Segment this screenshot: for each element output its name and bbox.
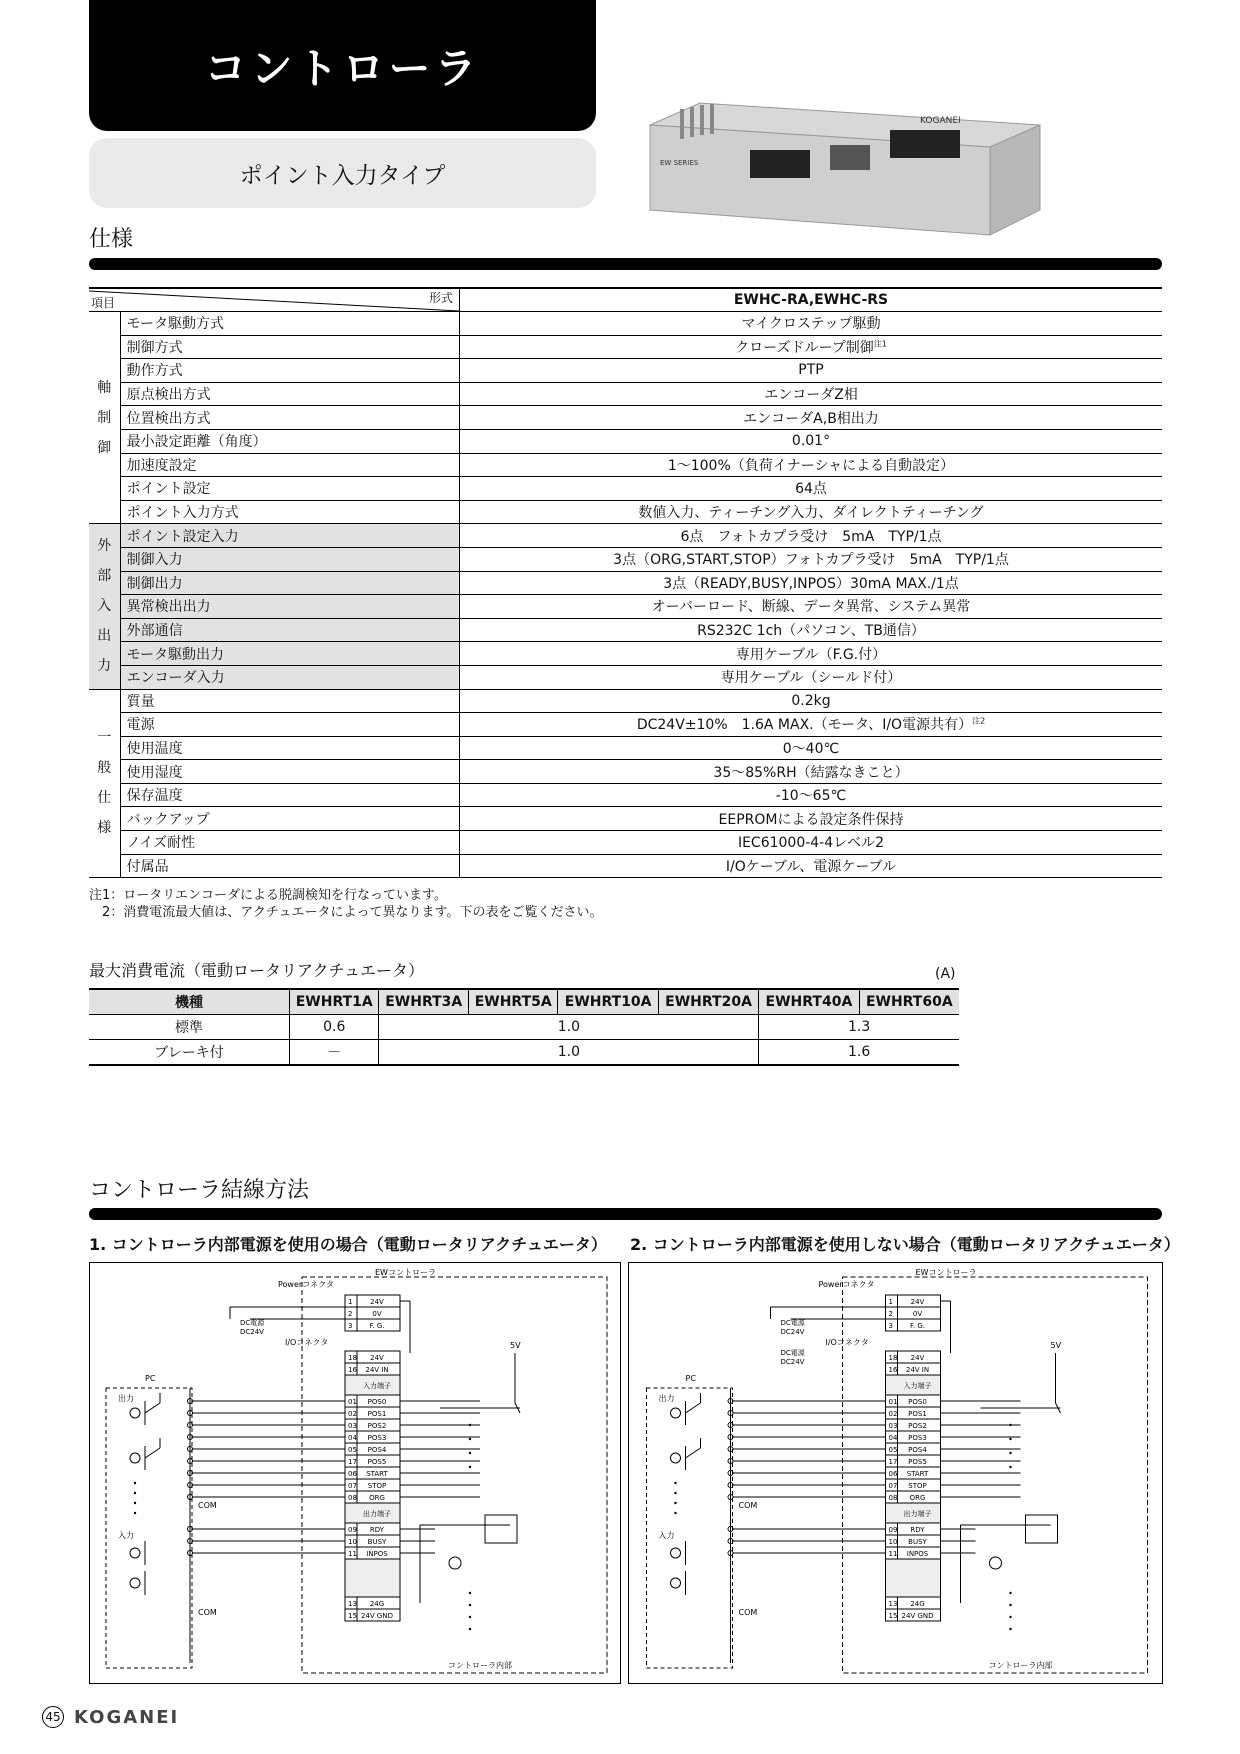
spec-value [460, 807, 1163, 831]
pin-number: 16 [348, 1366, 357, 1374]
spec-row [89, 571, 1162, 595]
spec-value [460, 689, 1163, 713]
ellipsis-dot [469, 1424, 471, 1426]
cur-h-6: EWHRT40A [759, 989, 859, 1015]
page-title: コントローラ [89, 0, 596, 131]
spec-item: モータ駆動方式 [120, 312, 459, 336]
spec-row [89, 689, 1162, 713]
pin-number: 1 [888, 1298, 893, 1306]
wire-line [145, 1448, 160, 1458]
pin-number: 03 [888, 1422, 898, 1430]
pin-number: 06 [348, 1470, 357, 1478]
wiring-heading: コントローラ結線方法 [89, 1178, 310, 1203]
spec-value [460, 736, 1163, 760]
optocoupler [130, 1578, 140, 1588]
spec-value-text: DC24V±10% 1.6A MAX.（モータ、I/O電源共有） [636, 717, 973, 734]
power-connector-label: Powerコネクタ [278, 1280, 335, 1289]
v5-label: 5V [1050, 1341, 1062, 1350]
pin-label: POS4 [908, 1446, 927, 1454]
spec-value-text: 数値入力、ティーチング入力、ダイレクトティーチング [638, 505, 984, 522]
ellipsis-dot [1009, 1604, 1011, 1606]
pin-number: 17 [888, 1458, 898, 1466]
corner-bottom: 項目 [91, 296, 116, 310]
page-number: 45 [42, 1706, 64, 1728]
pin-label: POS1 [367, 1410, 387, 1418]
cur-r1-b: 1.0 [379, 1040, 759, 1066]
output-transistor [449, 1557, 461, 1569]
spec-value-text: 0.01° [791, 433, 831, 450]
spec-item: 異常検出出力 [120, 595, 459, 619]
spec-value-text: クローズドループ制御 [735, 339, 874, 356]
spec-value-text: エンコーダZ相 [764, 387, 858, 404]
pin-number: 02 [348, 1410, 357, 1418]
wiring-diagram-2 [628, 1262, 1163, 1684]
spec-value [460, 406, 1163, 430]
spec-value-text: PTP [798, 362, 824, 379]
spec-item: 原点検出方式 [120, 382, 459, 406]
spec-row [89, 854, 1162, 878]
cur-h-0: 機種 [89, 989, 290, 1015]
spec-row [89, 831, 1162, 855]
ellipsis-dot [134, 1502, 136, 1504]
pin-label: 24G [910, 1600, 925, 1608]
spec-value-text: エンコーダA,B相出力 [743, 410, 879, 427]
ellipsis-dot [1009, 1466, 1011, 1468]
ellipsis-dot [1009, 1438, 1011, 1440]
pin-number: 04 [348, 1434, 357, 1442]
pc-input-label: 入力 [118, 1531, 134, 1540]
spec-value [460, 618, 1163, 642]
spec-item: 電源 [120, 713, 459, 737]
spec-row [89, 406, 1162, 430]
pin-number: 11 [348, 1550, 357, 1558]
pin-number: 18 [888, 1354, 898, 1362]
spec-value [460, 335, 1163, 359]
spec-value-text: 専用ケーブル（F.G.付） [735, 646, 887, 663]
pin-number: 17 [348, 1458, 357, 1466]
spec-value-text: 35～85%RH（結露なきこと） [713, 764, 909, 781]
spec-item: 外部通信 [120, 618, 459, 642]
spec-row [89, 713, 1162, 737]
ellipsis-dot [469, 1466, 471, 1468]
spec-value-text: 0～40℃ [782, 740, 840, 757]
dc-power-label: DC電源 [240, 1319, 265, 1327]
corner-top: 形式 [428, 291, 453, 305]
spec-item: ポイント設定 [120, 477, 459, 501]
spec-row [89, 335, 1162, 359]
controller-internal-label: コントローラ内部 [448, 1661, 512, 1670]
ellipsis-dot [1009, 1452, 1011, 1454]
current-table [89, 988, 959, 1066]
optocoupler-box [485, 1515, 517, 1543]
pc-output-label: 出力 [658, 1394, 675, 1403]
spec-item: ポイント入力方式 [120, 500, 459, 524]
pc-outline [647, 1388, 733, 1668]
dc24-label: DC24V [240, 1328, 264, 1336]
spec-item: バックアップ [120, 807, 459, 831]
spec-value-text: オーバーロード、断線、データ異常、システム異常 [651, 599, 971, 616]
spec-item: 質量 [120, 689, 459, 713]
note-2: 2：消費電流最大値は、アクチュエータによって異なります。下の表をご覧ください。 [89, 905, 603, 920]
pin-label: POS5 [908, 1458, 927, 1466]
ellipsis-dot [1009, 1592, 1011, 1594]
controller-photo [640, 95, 1050, 245]
ellipsis-dot [1009, 1424, 1011, 1426]
pin-number: 10 [348, 1538, 357, 1546]
pin-label: RDY [910, 1526, 925, 1534]
optocoupler [671, 1408, 681, 1418]
spec-item: 保存温度 [120, 783, 459, 807]
spec-group-label: 一 般 仕 様 [89, 689, 120, 878]
pin-label: STOP [367, 1482, 387, 1490]
spec-value [460, 500, 1163, 524]
spec-value-text: 1～100%（負荷イナーシャによる自動設定） [667, 457, 955, 474]
pin-label: 24V GND [361, 1612, 393, 1620]
pin-label: POS5 [367, 1458, 387, 1466]
spec-rule [89, 258, 1162, 270]
pin-number: 16 [888, 1366, 898, 1374]
com-label-1: COM [198, 1501, 217, 1510]
pc-label: PC [145, 1374, 156, 1383]
pin-label: POS2 [367, 1422, 387, 1430]
pin-number: 05 [888, 1446, 898, 1454]
spec-value [460, 595, 1163, 619]
ellipsis-dot [134, 1482, 136, 1484]
spec-value-text: 専用ケーブル（シールド付） [720, 670, 902, 687]
spec-row [89, 760, 1162, 784]
wiring-case-2: 2. コントローラ内部電源を使用しない場合（電動ロータリアクチュエータ） [630, 1235, 1180, 1254]
pin-number: 2 [888, 1310, 893, 1318]
spec-row [89, 665, 1162, 689]
pin-number: 2 [348, 1310, 353, 1318]
pin-number: 07 [888, 1482, 898, 1490]
ellipsis-dot [134, 1492, 136, 1494]
ellipsis-dot [674, 1482, 676, 1484]
pin-number: 15 [348, 1612, 357, 1620]
spec-value-text: EEPROMによる設定条件保持 [718, 811, 904, 828]
pin-label: 24G [369, 1600, 385, 1608]
cur-h-7: EWHRT60A [859, 989, 959, 1015]
output-transistor [990, 1557, 1002, 1569]
ellipsis-dot [1009, 1628, 1011, 1630]
spec-value [460, 477, 1163, 501]
cur-r0-a: 0.6 [290, 1015, 379, 1040]
cur-h-3: EWHRT5A [468, 989, 557, 1015]
pin-label: BUSY [908, 1538, 927, 1546]
pin-number: 07 [348, 1482, 357, 1490]
pin-label: 24V [910, 1354, 925, 1362]
spec-value-text: 0.2kg [791, 692, 831, 709]
spec-item: 最小設定距離（角度） [120, 429, 459, 453]
ellipsis-dot [469, 1438, 471, 1440]
ellipsis-dot [134, 1512, 136, 1514]
pin-label: 24V [910, 1298, 925, 1306]
pin-label: POS2 [908, 1422, 927, 1430]
spec-row [89, 807, 1162, 831]
spec-value [460, 382, 1163, 406]
pin-label: RDY [369, 1526, 385, 1534]
pin-label: 24V [370, 1354, 384, 1362]
output-terminal-label: 出力端子 [363, 1510, 391, 1518]
pin-number: 18 [348, 1354, 357, 1362]
cur-r1-label: ブレーキ付 [89, 1040, 290, 1066]
wiring-case-1: 1. コントローラ内部電源を使用の場合（電動ロータリアクチュエータ） [89, 1235, 607, 1254]
pin-label: POS3 [908, 1434, 927, 1442]
wire-line [686, 1448, 701, 1458]
pin-label: 0V [372, 1310, 382, 1318]
pin-number: 15 [888, 1612, 898, 1620]
page-subtitle: ポイント入力タイプ [89, 138, 596, 208]
pin-label: START [906, 1470, 929, 1478]
spec-value [460, 854, 1163, 878]
spec-heading: 仕様 [89, 227, 134, 252]
spec-item: 位置検出方式 [120, 406, 459, 430]
spec-row [89, 477, 1162, 501]
ellipsis-dot [469, 1452, 471, 1454]
wiring-diagram-1 [89, 1262, 621, 1684]
spec-row [89, 642, 1162, 666]
wiring-rule [89, 1208, 1162, 1220]
dc24-label-2: DC24V [780, 1358, 805, 1366]
spec-value [460, 359, 1163, 383]
ellipsis-dot [674, 1492, 676, 1494]
pin-number: 11 [888, 1550, 898, 1558]
optocoupler-box [1026, 1515, 1058, 1543]
spec-item: モータ駆動出力 [120, 642, 459, 666]
spec-item: 加速度設定 [120, 453, 459, 477]
pc-label: PC [685, 1374, 696, 1383]
ellipsis-dot [469, 1616, 471, 1618]
pin-number: 01 [348, 1398, 357, 1406]
pin-label: 24V IN [365, 1366, 389, 1374]
cur-r1-c: 1.6 [759, 1040, 959, 1066]
ellipsis-dot [674, 1512, 676, 1514]
spec-table [89, 287, 1162, 878]
hatched-block [345, 1559, 400, 1597]
spec-value [460, 760, 1163, 784]
pin-number: 09 [348, 1526, 357, 1534]
pin-label: INPOS [906, 1550, 929, 1558]
wire-line [686, 1403, 701, 1413]
com-label-1: COM [738, 1501, 758, 1510]
spec-value-text: マイクロステップ駆動 [741, 316, 881, 333]
spec-row [89, 595, 1162, 619]
footer-brand: KOGANEI [74, 1706, 180, 1728]
spec-row [89, 453, 1162, 477]
spec-value-text: IEC61000-4-4レベル2 [737, 835, 885, 852]
spec-row [89, 524, 1162, 548]
spec-row [89, 547, 1162, 571]
spec-value-text: 3点（ORG,START,STOP）フォトカプラ受け 5mA TYP/1点 [613, 552, 1009, 569]
model-header: EWHC-RA,EWHC-RS [460, 288, 1163, 312]
pin-number: 13 [888, 1600, 898, 1608]
pin-number: 01 [888, 1398, 898, 1406]
pin-label: INPOS [366, 1550, 388, 1558]
page-footer [42, 1706, 179, 1728]
spec-item: 使用湿度 [120, 760, 459, 784]
ellipsis-dot [674, 1502, 676, 1504]
ellipsis-dot [469, 1604, 471, 1606]
pin-number: 1 [348, 1298, 353, 1306]
spec-notes [89, 887, 602, 921]
spec-footnote-mark: 注1 [873, 339, 887, 349]
current-unit: (A) [935, 966, 956, 982]
hatched-block [886, 1559, 941, 1597]
spec-row [89, 783, 1162, 807]
optocoupler [671, 1548, 681, 1558]
ew-controller-label: EWコントローラ [375, 1268, 436, 1277]
spec-value-text: 6点 フォトカプラ受け 5mA TYP/1点 [680, 528, 942, 545]
optocoupler [130, 1453, 140, 1463]
spec-item: 制御入力 [120, 547, 459, 571]
spec-item: ノイズ耐性 [120, 831, 459, 855]
pin-number: 09 [888, 1526, 898, 1534]
cur-r1-a: － [290, 1040, 379, 1066]
optocoupler [671, 1453, 681, 1463]
pin-label: START [366, 1470, 388, 1478]
spec-row [89, 429, 1162, 453]
photo-series: EW SERIES [660, 159, 699, 167]
pin-number: 13 [348, 1600, 357, 1608]
pin-label: 24V IN [905, 1366, 930, 1374]
pc-outline [106, 1388, 192, 1668]
pin-label: POS3 [367, 1434, 387, 1442]
pin-label: ORG [909, 1494, 926, 1502]
cur-r0-b: 1.0 [379, 1015, 759, 1040]
power-connector-label: Powerコネクタ [818, 1280, 875, 1289]
spec-item: エンコーダ入力 [120, 665, 459, 689]
spec-value [460, 713, 1163, 737]
spec-value-text: 3点（READY,BUSY,INPOS）30mA MAX./1点 [663, 575, 959, 592]
spec-value [460, 547, 1163, 571]
spec-value-text: 64点 [795, 481, 827, 498]
pin-number: 04 [888, 1434, 898, 1442]
spec-value [460, 665, 1163, 689]
pin-number: 08 [888, 1494, 898, 1502]
optocoupler [130, 1408, 140, 1418]
pin-label: POS0 [367, 1398, 387, 1406]
pin-label: BUSY [367, 1538, 387, 1546]
output-terminal-label: 出力端子 [903, 1510, 932, 1518]
controller-internal-label: コントローラ内部 [988, 1661, 1053, 1670]
pin-label: 24V GND [901, 1612, 934, 1620]
pin-number: 3 [888, 1322, 893, 1330]
note-1: 注1：ロータリエンコーダによる脱調検知を行なっています。 [89, 888, 447, 903]
ellipsis-dot [469, 1628, 471, 1630]
pin-label: ORG [369, 1494, 385, 1502]
spec-value [460, 642, 1163, 666]
spec-value [460, 831, 1163, 855]
spec-value [460, 783, 1163, 807]
cur-h-5: EWHRT20A [658, 989, 758, 1015]
cur-h-4: EWHRT10A [558, 989, 658, 1015]
spec-item: 制御方式 [120, 335, 459, 359]
current-title: 最大消費電流（電動ロータリアクチュエータ） [89, 961, 425, 980]
spec-value [460, 453, 1163, 477]
ellipsis-dot [469, 1592, 471, 1594]
spec-value-text: -10～65℃ [775, 788, 847, 805]
pin-label: POS4 [367, 1446, 387, 1454]
pin-number: 03 [348, 1422, 357, 1430]
pin-number: 10 [888, 1538, 898, 1546]
pin-label: 24V [370, 1298, 384, 1306]
spec-value-text: I/Oケーブル、電源ケーブル [725, 858, 897, 875]
spec-value [460, 571, 1163, 595]
pc-output-label: 出力 [118, 1394, 134, 1403]
spec-row [89, 359, 1162, 383]
pc-input-label: 入力 [658, 1531, 675, 1540]
spec-value [460, 524, 1163, 548]
dc-power-label: DC電源 [780, 1319, 805, 1327]
spec-row [89, 500, 1162, 524]
wire-line [145, 1403, 160, 1413]
spec-row [89, 312, 1162, 336]
spec-item: ポイント設定入力 [120, 524, 459, 548]
photo-brand: KOGANEI [920, 116, 961, 126]
spec-value-text: RS232C 1ch（パソコン、TB通信） [697, 623, 925, 640]
io-connector-label: I/Oコネクタ [285, 1338, 329, 1347]
input-terminal-label: 入力端子 [903, 1382, 932, 1390]
com-label-2: COM [738, 1608, 758, 1617]
spec-row [89, 736, 1162, 760]
spec-group-label: 軸 制 御 [89, 312, 120, 524]
cur-r0-label: 標準 [89, 1015, 290, 1040]
pin-number: 05 [348, 1446, 357, 1454]
cur-h-2: EWHRT3A [379, 989, 468, 1015]
pin-label: STOP [908, 1482, 927, 1490]
ew-controller-label: EWコントローラ [915, 1268, 977, 1277]
pin-number: 06 [888, 1470, 898, 1478]
spec-footnote-mark: 注2 [972, 716, 986, 726]
ellipsis-dot [1009, 1616, 1011, 1618]
spec-item: 制御出力 [120, 571, 459, 595]
spec-item: 動作方式 [120, 359, 459, 383]
dc24-label: DC24V [780, 1328, 805, 1336]
pin-label: POS1 [908, 1410, 927, 1418]
cur-r0-c: 1.3 [759, 1015, 959, 1040]
spec-value [460, 312, 1163, 336]
pin-label: F. G. [369, 1322, 385, 1330]
spec-item: 使用温度 [120, 736, 459, 760]
input-terminal-label: 入力端子 [363, 1382, 391, 1390]
spec-row [89, 618, 1162, 642]
spec-row [89, 382, 1162, 406]
v5-label: 5V [510, 1341, 521, 1350]
optocoupler [130, 1548, 140, 1558]
io-connector-label: I/Oコネクタ [825, 1338, 869, 1347]
spec-value [460, 429, 1163, 453]
pin-number: 02 [888, 1410, 898, 1418]
com-label-2: COM [198, 1608, 217, 1617]
spec-item: 付属品 [120, 854, 459, 878]
pin-number: 08 [348, 1494, 357, 1502]
pin-label: 0V [912, 1310, 923, 1318]
pin-label: POS0 [908, 1398, 927, 1406]
pin-label: F. G. [909, 1322, 926, 1330]
spec-group-label: 外 部 入 出 力 [89, 524, 120, 689]
dc-power-label-2: DC電源 [780, 1349, 805, 1357]
pin-number: 3 [348, 1322, 353, 1330]
cur-h-1: EWHRT1A [290, 989, 379, 1015]
optocoupler [671, 1578, 681, 1588]
